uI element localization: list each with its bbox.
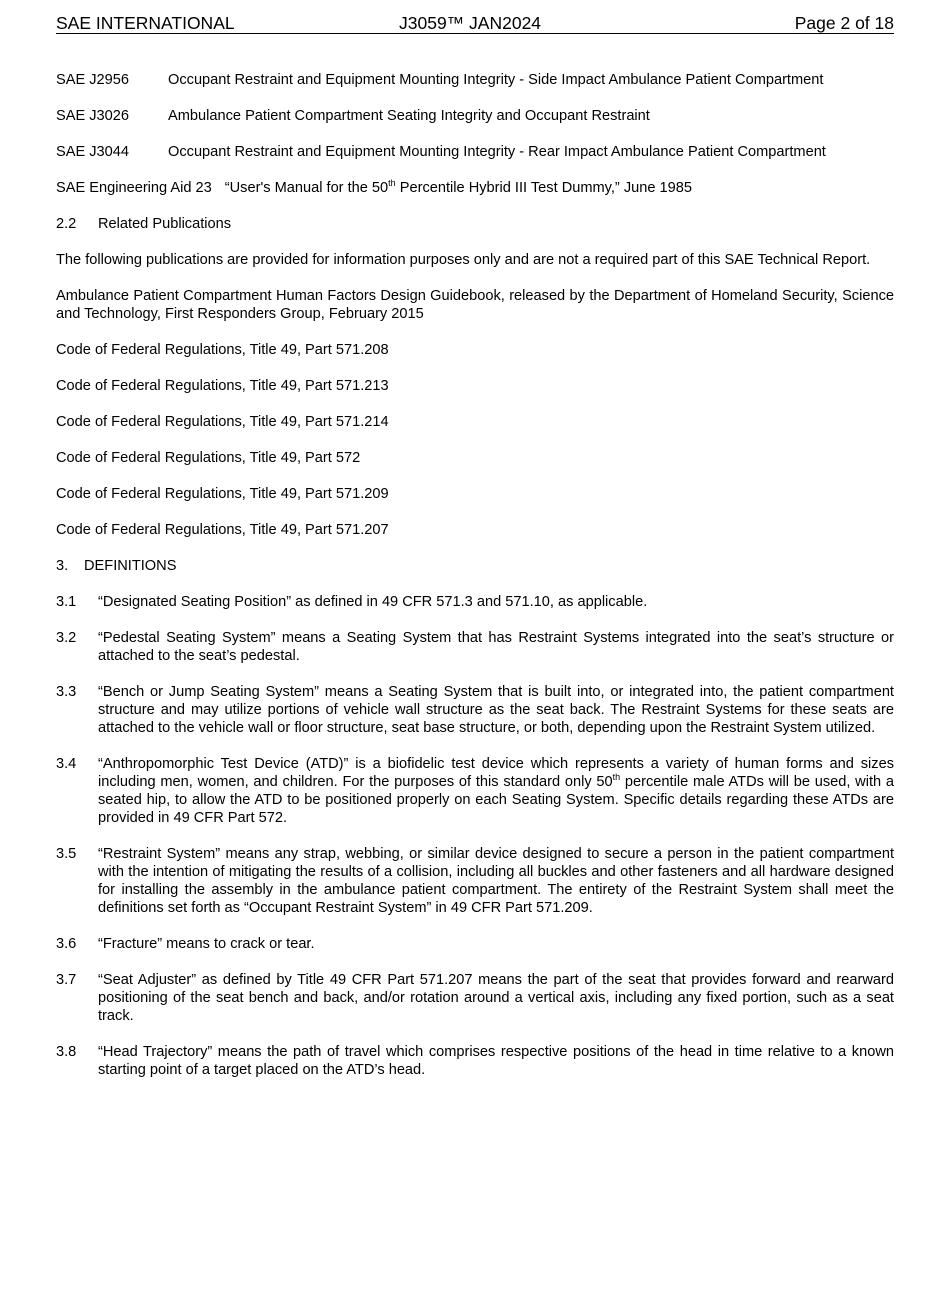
definition-3-2 xyxy=(56,629,894,665)
reference-code: SAE J3026 xyxy=(56,108,130,124)
definition-3-6 xyxy=(56,935,894,953)
definition-3-3 xyxy=(56,683,894,737)
definition-number: 3.5 xyxy=(56,846,77,862)
section-title: DEFINITIONS xyxy=(84,558,177,574)
section-intro: The following publications are provided for information purposes only and are not a required part of this SAE Technical Report. xyxy=(56,252,871,268)
section-number: 3. xyxy=(56,558,69,574)
section-number: 2.2 xyxy=(56,216,77,232)
reference-code: SAE J2956 xyxy=(56,72,130,88)
definition-3-4 xyxy=(56,755,894,827)
publication-item: Code of Federal Regulations, Title 49, Part 571.208 xyxy=(56,342,389,358)
definition-number: 3.4 xyxy=(56,756,77,772)
header-doc-id: J3059™ JAN2024 xyxy=(399,13,542,33)
definition-text: “Pedestal Seating System” means a Seating System that has Restraint Systems integrated into the seat’s structure or attached to the seat’s pedestal. xyxy=(98,630,894,664)
definition-3-8 xyxy=(56,1043,894,1079)
definition-text: “Head Trajectory” means the path of travel which comprises respective positions of the head in time relative to a known starting point of a target placed on the ATD’s head. xyxy=(98,1044,894,1078)
page-header xyxy=(56,13,894,34)
definition-text: “Fracture” means to crack or tear. xyxy=(98,936,315,952)
definition-text: “Restraint System” means any strap, webbing, or similar device designed to secure a person in the patient compartment with the intention of mitigating the results of a collision, including all buckles and other fasteners and all hardware designed for installing the assembly in the ambulance patient compartment. The entirety of the Restraint System shall meet the definitions set forth as “Occupant Restraint System” in 49 CFR Part 571.209. xyxy=(98,846,894,916)
section-heading-3 xyxy=(56,557,894,575)
publication-item: Code of Federal Regulations, Title 49, Part 572 xyxy=(56,450,361,466)
definition-text: “Anthropomorphic Test Device (ATD)” is a biofidelic test device which represents a variety of human forms and sizes including men, women, and children. For the purposes of this standard only 50th percentile male ATDs will be used, with a seated hip, to allow the ATD to be positioned properly on each Seating System. Specific details regarding these ATDs are provided in 49 CFR Part 572. xyxy=(98,756,894,826)
reference-title: Occupant Restraint and Equipment Mounting Integrity - Side Impact Ambulance Patient Compartment xyxy=(168,72,824,88)
reference-entry xyxy=(56,107,894,125)
engineering-aid-code: SAE Engineering Aid 23 xyxy=(56,180,212,196)
definition-number: 3.1 xyxy=(56,594,77,610)
engineering-aid-title: “User's Manual for the 50th Percentile Hybrid III Test Dummy,” June 1985 xyxy=(224,178,693,196)
definition-number: 3.8 xyxy=(56,1044,77,1060)
definition-number: 3.6 xyxy=(56,936,77,952)
reference-title: Ambulance Patient Compartment Seating Integrity and Occupant Restraint xyxy=(168,108,650,124)
reference-entry xyxy=(56,71,894,89)
publication-item: Ambulance Patient Compartment Human Factors Design Guidebook, released by the Department of Homeland Security, Science and Technology, First Responders Group, February 2015 xyxy=(56,288,894,322)
engineering-aid-entry xyxy=(56,179,894,197)
reference-entry xyxy=(56,143,894,161)
publication-item: Code of Federal Regulations, Title 49, Part 571.214 xyxy=(56,414,389,430)
publication-item: Code of Federal Regulations, Title 49, Part 571.209 xyxy=(56,486,389,502)
publication-item: Code of Federal Regulations, Title 49, Part 571.207 xyxy=(56,522,389,538)
definition-text: “Seat Adjuster” as defined by Title 49 CFR Part 571.207 means the part of the seat that provides forward and rearward positioning of the seat bench and back, and/or rotation around a vertical axis, including any fixed portion, such as a seat track. xyxy=(98,972,894,1024)
header-org: SAE INTERNATIONAL xyxy=(56,13,235,33)
definition-3-5 xyxy=(56,845,894,917)
header-page-number: Page 2 of 18 xyxy=(794,13,894,33)
publication-item: Code of Federal Regulations, Title 49, Part 571.213 xyxy=(56,378,389,394)
definition-number: 3.7 xyxy=(56,972,77,988)
reference-title: Occupant Restraint and Equipment Mounting Integrity - Rear Impact Ambulance Patient Compartment xyxy=(168,144,826,160)
section-heading-2-2 xyxy=(56,215,894,233)
definition-text: “Designated Seating Position” as defined in 49 CFR 571.3 and 571.10, as applicable. xyxy=(98,594,648,610)
reference-code: SAE J3044 xyxy=(56,144,130,160)
definition-number: 3.3 xyxy=(56,684,77,700)
definition-3-7 xyxy=(56,971,894,1025)
section-title: Related Publications xyxy=(98,216,232,232)
definition-text: “Bench or Jump Seating System” means a Seating System that is built into, or integrated into, the patient compartment structure and may utilize portions of vehicle wall structure as the seat back. The Restraint Systems for these seats are attached to the vehicle wall or floor structure, seat base structure, or both, depending upon the Restraint System utilized. xyxy=(98,684,894,736)
definition-number: 3.2 xyxy=(56,630,77,646)
definition-3-1 xyxy=(56,593,894,611)
page-content xyxy=(56,71,894,1097)
